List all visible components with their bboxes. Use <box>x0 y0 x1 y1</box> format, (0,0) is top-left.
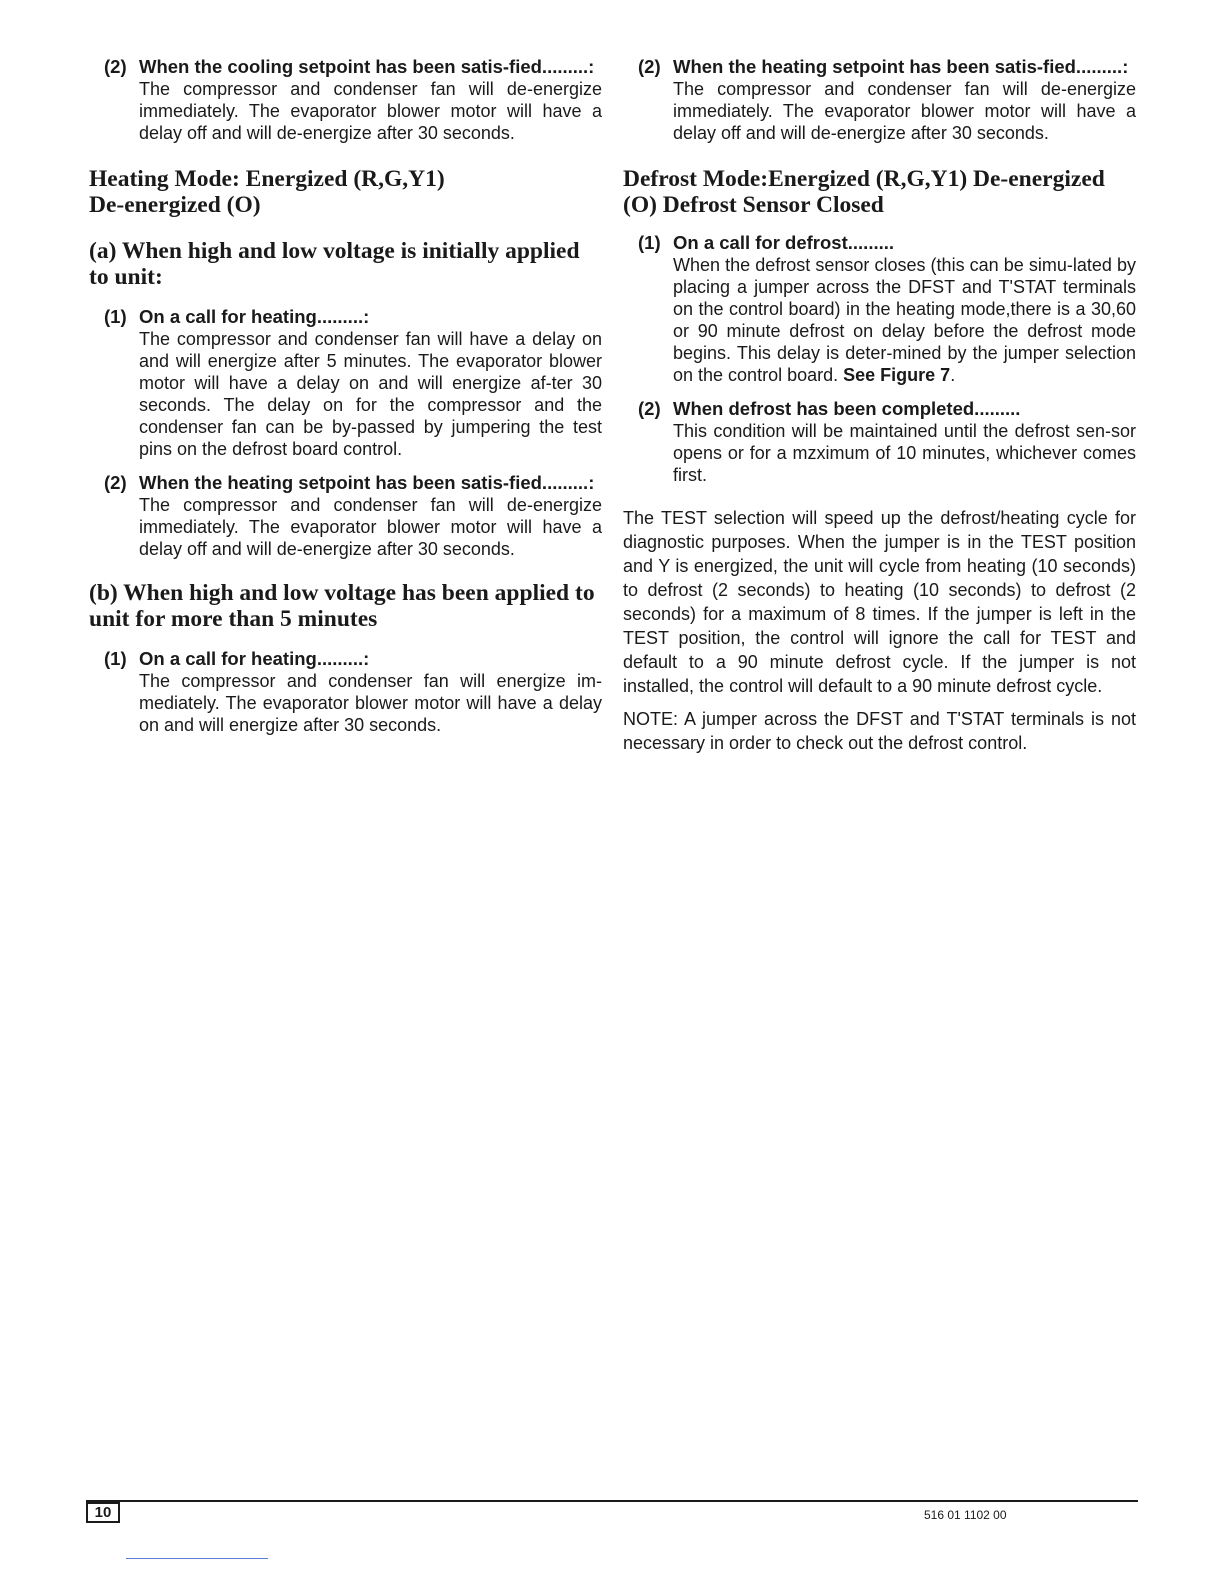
heading-line-2: (O) Defrost Sensor Closed <box>623 192 884 218</box>
item-title-text: On a call for heating.........: <box>139 648 370 669</box>
item-number: (2) <box>104 472 127 493</box>
document-number: 516 01 1102 00 <box>924 1508 1007 1522</box>
item-title-text: When the heating setpoint has been satis-fied.........: <box>673 56 1129 77</box>
cooling-setpoint-satisfied-item <box>89 56 602 144</box>
defrost-mode-heading <box>623 166 1136 218</box>
item-body: This condition will be maintained until the defrost sen-sor opens or for a mzximum of 10 minutes, whichever comes first. <box>673 421 1136 485</box>
item-body: The compressor and condenser fan will de-energize immediately. The evaporator blower motor will have a delay off and will de-energize after 30 seconds. <box>139 79 602 143</box>
heating-setpoint-satisfied-item <box>623 56 1136 144</box>
item-title-text: On a call for heating.........: <box>139 306 370 327</box>
link-underline <box>126 1558 268 1559</box>
item-number: (2) <box>638 56 661 77</box>
item-title-text: When defrost has been completed......... <box>673 398 1021 419</box>
item-title-text: When the cooling setpoint has been satis-fied.........: <box>139 56 595 77</box>
item-number: (2) <box>104 56 127 77</box>
item-number: (1) <box>638 232 661 253</box>
item-body-text: When the defrost sensor closes (this can be simu-lated by placing a jumper across the DFST and T'STAT terminals on the control board) in the heating mode,there is a 30,60 or 90 minute defrost on delay before the defrost mode begins. This delay is deter-mined by the jumper selection on the control board. <box>673 255 1136 385</box>
item-title-text: On a call for defrost......... <box>673 232 895 253</box>
item-title <box>89 472 602 494</box>
figure-reference-period: . <box>950 365 956 385</box>
defrost-completed-item <box>623 398 1136 486</box>
item-title <box>89 56 602 78</box>
item-body: The compressor and condenser fan will de-energize immediately. The evaporator blower motor will have a delay off and will de-energize after 30 seconds. <box>673 79 1136 143</box>
test-selection-paragraph: The TEST selection will speed up the defrost/heating cycle for diagnostic purposes. When the jumper is in the TEST position and Y is energized, the unit will cycle from heating (10 seconds) to defrost (2 seconds) to heating (10 seconds) to defrost (2 seconds) for a maximum of 8 times. If the jumper is left in the TEST position, the control will ignore the call for TEST and default to a 90 minute defrost cycle. If the jumper is not installed, the control will default to a 90 minute defrost cycle. <box>623 508 1136 696</box>
subsection-a-heading: (a) When high and low voltage is initially applied to unit: <box>89 238 580 290</box>
note-paragraph: NOTE: A jumper across the DFST and T'STAT terminals is not necessary in order to check out the defrost control. <box>623 709 1136 753</box>
item-number: (2) <box>638 398 661 419</box>
item-body <box>623 254 1136 386</box>
figure-reference: See Figure 7 <box>843 365 951 385</box>
item-body: The compressor and condenser fan will de-energize immediately. The evaporator blower motor will have a delay off and will de-energize after 30 seconds. <box>139 495 602 559</box>
footer-rule <box>86 1500 1138 1502</box>
call-for-heating-item <box>89 306 602 460</box>
heating-mode-heading <box>89 166 602 218</box>
page-number: 10 <box>86 1502 120 1523</box>
heating-setpoint-satisfied-item <box>89 472 602 560</box>
right-column <box>623 56 1136 764</box>
item-title <box>623 398 1136 420</box>
heading-line-2: De-energized (O) <box>89 192 261 218</box>
heading-line-1: Defrost Mode:Energized (R,G,Y1) De-energized <box>623 166 1105 192</box>
heading-line-1: Heating Mode: Energized (R,G,Y1) <box>89 166 445 192</box>
item-title <box>623 232 1136 254</box>
item-number: (1) <box>104 648 127 669</box>
item-title <box>89 306 602 328</box>
item-title <box>623 56 1136 78</box>
item-body: The compressor and condenser fan will have a delay on and will energize after 5 minutes. The evaporator blower motor will have a delay on and will energize af-ter 30 seconds. The delay on for the compressor and the condenser fan can be by-passed by jumpering the test pins on the defrost board control. <box>139 329 602 459</box>
item-title <box>89 648 602 670</box>
item-title-text: When the heating setpoint has been satis-fied.........: <box>139 472 595 493</box>
item-body: The compressor and condenser fan will energize im-mediately. The evaporator blower motor will have a delay on and will energize after 30 seconds. <box>139 671 602 735</box>
item-number: (1) <box>104 306 127 327</box>
call-for-defrost-item <box>623 232 1136 386</box>
subsection-b-heading: (b) When high and low voltage has been applied to unit for more than 5 minutes <box>89 580 595 632</box>
left-column <box>89 56 602 742</box>
call-for-heating-item <box>89 648 602 736</box>
